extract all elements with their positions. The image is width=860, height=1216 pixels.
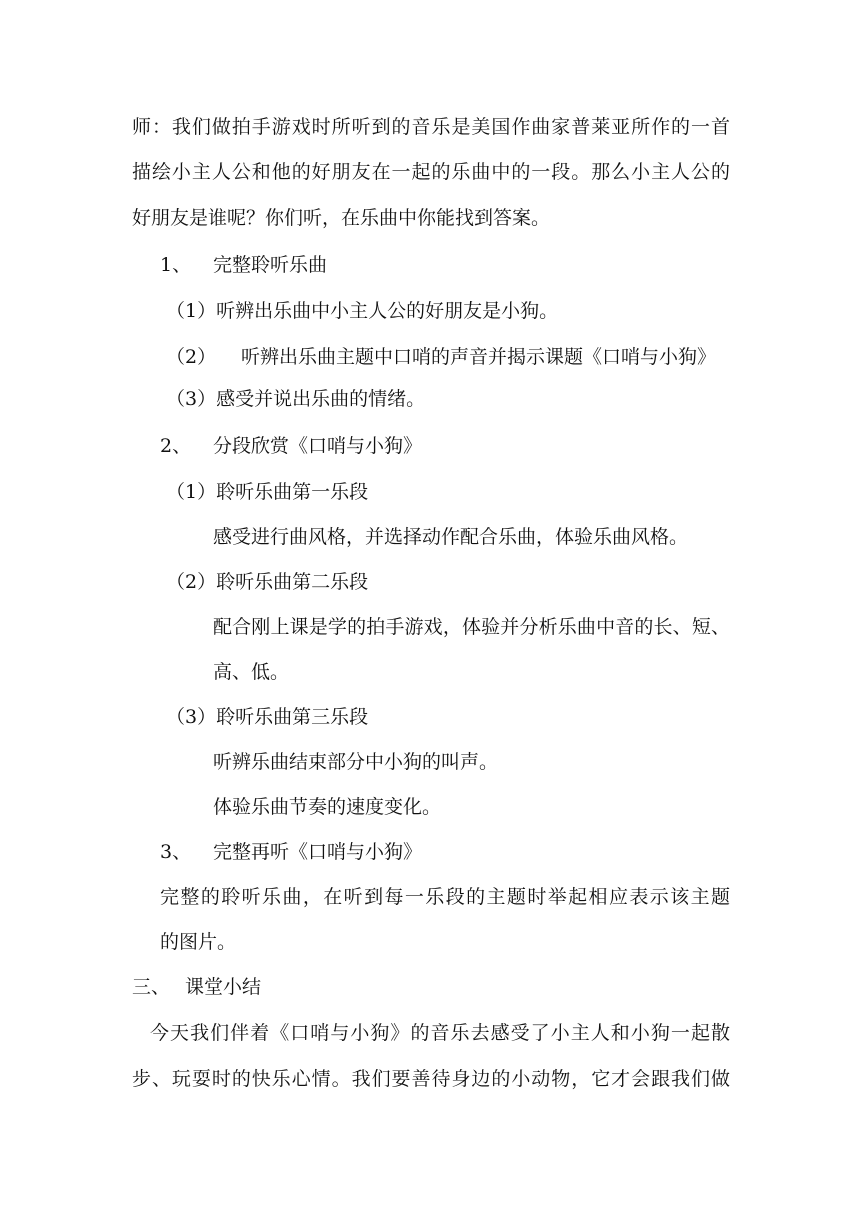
step-2-part-1-title: （1）聆听乐曲第一乐段 bbox=[166, 481, 369, 503]
step-1-sub-3: （3）感受并说出乐曲的情绪。 bbox=[166, 388, 426, 410]
section-3-number: 三、 bbox=[132, 976, 171, 998]
step-2-part-2-text-2: 高、低。 bbox=[213, 661, 290, 683]
intro-line-1: 师：我们做拍手游戏时所听到的音乐是美国作曲家普莱亚所作的一首 bbox=[132, 116, 730, 138]
step-1-sub-2-number: （2） bbox=[166, 346, 217, 368]
step-1-number: 1、 bbox=[160, 254, 192, 276]
summary-line-1: 今天我们伴着《口哨与小狗》的音乐去感受了小主人和小狗一起散 bbox=[150, 1022, 730, 1044]
section-3-title: 课堂小结 bbox=[185, 976, 262, 998]
step-1-title: 完整聆听乐曲 bbox=[213, 254, 328, 276]
step-2-title: 分段欣赏《口哨与小狗》 bbox=[213, 435, 423, 457]
intro-line-2: 描绘小主人公和他的好朋友在一起的乐曲中的一段。那么小主人公的 bbox=[132, 161, 730, 183]
intro-line-3: 好朋友是谁呢？你们听，在乐曲中你能找到答案。 bbox=[132, 207, 551, 229]
step-2-part-3-title: （3）聆听乐曲第三乐段 bbox=[166, 706, 369, 728]
step-2-part-3-text-1: 听辨乐曲结束部分中小狗的叫声。 bbox=[213, 751, 499, 773]
step-2-number: 2、 bbox=[160, 435, 192, 457]
step-3-text-2: 的图片。 bbox=[160, 931, 237, 953]
step-2-part-3-text-2: 体验乐曲节奏的速度变化。 bbox=[213, 796, 442, 818]
step-2-part-2-title: （2）聆听乐曲第二乐段 bbox=[166, 571, 369, 593]
step-1-sub-2-text: 听辨出乐曲主题中口哨的声音并揭示课题《口哨与小狗》 bbox=[241, 346, 717, 368]
summary-line-2: 步、玩耍时的快乐心情。我们要善待身边的小动物，它才会跟我们做 bbox=[132, 1068, 730, 1090]
step-1-sub-1: （1）听辨出乐曲中小主人公的好朋友是小狗。 bbox=[166, 300, 559, 322]
step-3-text-1: 完整的聆听乐曲，在听到每一乐段的主题时举起相应表示该主题 bbox=[160, 886, 730, 908]
step-3-title: 完整再听《口哨与小狗》 bbox=[213, 841, 423, 863]
step-3-number: 3、 bbox=[160, 841, 192, 863]
step-2-part-2-text-1: 配合刚上课是学的拍手游戏，体验并分析乐曲中音的长、短、 bbox=[213, 616, 730, 638]
step-2-part-1-text: 感受进行曲风格，并选择动作配合乐曲，体验乐曲风格。 bbox=[213, 526, 689, 548]
